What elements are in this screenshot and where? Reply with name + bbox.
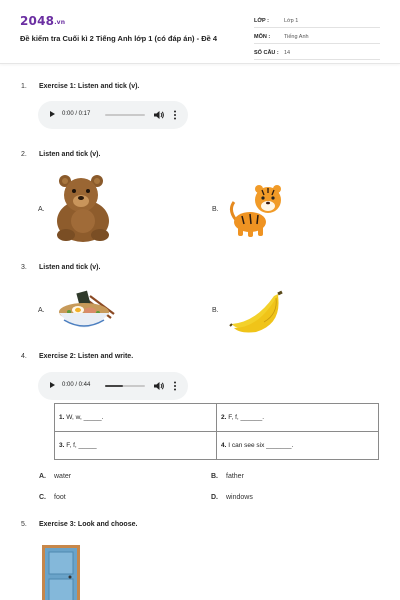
more-options-icon[interactable] [172, 380, 178, 392]
table-row [55, 404, 379, 432]
question-number: 2. [21, 151, 27, 158]
fill-in-table [54, 403, 379, 460]
audio-time: 0:00 / 0:44 [62, 382, 91, 388]
question-number: 4. [21, 353, 27, 360]
audio-time: 0:00 / 0:17 [62, 111, 91, 117]
meta-class: LỚP : Lớp 1 [254, 14, 380, 28]
noodle-bowl-image [56, 290, 116, 336]
page-title: Đề kiểm tra Cuối kì 2 Tiếng Anh lớp 1 (có đáp án) - Đề 4 [20, 34, 218, 43]
question-number: 5. [21, 521, 27, 528]
volume-icon[interactable] [153, 109, 165, 121]
option-label-a[interactable]: A. [38, 307, 45, 314]
audio-player[interactable] [38, 372, 188, 400]
audio-progress [105, 385, 123, 387]
question-text: Exercise 2: Listen and write. [39, 353, 134, 360]
question-text: Exercise 3: Look and choose. [39, 521, 138, 528]
meta-question-count: SỐ CÂU : 14 [254, 46, 380, 60]
option-label-a[interactable]: A. [38, 206, 45, 213]
answer-option-d[interactable]: D. windows [211, 494, 253, 501]
question-text: Exercise 1: Listen and tick (v). [39, 83, 140, 90]
option-label-b[interactable]: B. [212, 307, 219, 314]
question-text: Listen and tick (v). [39, 264, 101, 271]
volume-icon[interactable] [153, 380, 165, 392]
answer-option-c[interactable]: C. foot [39, 494, 66, 501]
audio-player[interactable] [38, 101, 188, 129]
option-label-b[interactable]: B. [212, 206, 219, 213]
table-cell: 3. F, f, _____ [55, 432, 217, 460]
table-cell: 4. I can see six _______. [217, 432, 379, 460]
play-icon[interactable] [50, 111, 55, 117]
door-image [42, 545, 80, 600]
table-cell: 2. F, f, ______. [217, 404, 379, 432]
answer-option-a[interactable]: A. water [39, 473, 72, 480]
question-text: Listen and tick (v). [39, 151, 101, 158]
question-number: 3. [21, 264, 27, 271]
more-options-icon[interactable] [172, 109, 178, 121]
banana-image [228, 290, 286, 334]
header [0, 0, 400, 64]
table-cell: 1. W, w, _____. [55, 404, 217, 432]
question-number: 1. [21, 83, 27, 90]
meta-subject: MÔN : Tiếng Anh [254, 30, 380, 44]
site-logo[interactable]: 2048.vn [20, 14, 66, 28]
tiger-image [228, 180, 286, 238]
bear-image [52, 173, 114, 243]
audio-seek-bar[interactable] [105, 114, 145, 116]
table-row [55, 432, 379, 460]
audio-seek-bar[interactable] [105, 385, 145, 387]
play-icon[interactable] [50, 382, 55, 388]
answer-option-b[interactable]: B. father [211, 473, 244, 480]
